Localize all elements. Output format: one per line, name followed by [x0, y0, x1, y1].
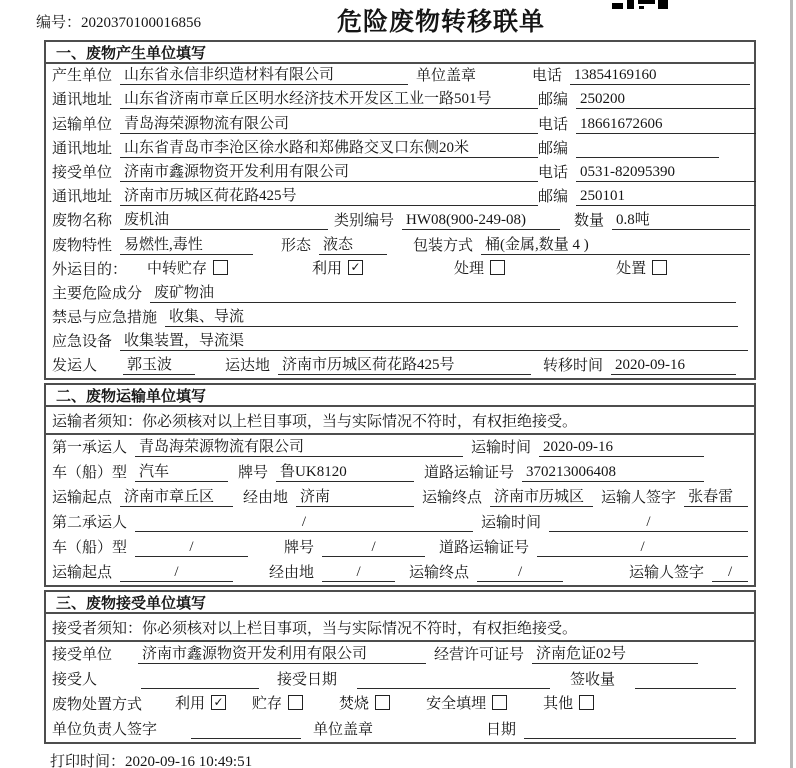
carrier1-label: 第一承运人: [52, 440, 128, 457]
receiver-label: 接受单位: [52, 164, 113, 181]
carrier2-label: 第二承运人: [52, 515, 128, 532]
transporter-zip-value: [576, 157, 719, 158]
plate2-value: /: [322, 539, 425, 557]
row-route2: [46, 560, 754, 585]
waste-property-value: 易燃性,毒性: [120, 233, 253, 255]
end1-value: 济南市历城区: [490, 485, 593, 507]
page-header: [0, 0, 796, 40]
receiver-address-label: 通讯地址: [52, 189, 113, 206]
transfer-time-value: 2020-09-16: [611, 357, 736, 375]
row-waste-property: [46, 233, 754, 257]
packing-label: 包装方式: [413, 237, 474, 254]
form-value: 液态: [319, 233, 387, 255]
sign2-label: 运输人签字: [629, 565, 705, 582]
row-receive-unit: [46, 642, 754, 667]
category-label: 类别编号: [334, 213, 395, 230]
via1-label: 经由地: [243, 490, 289, 507]
transfer-time-label: 转移时间: [543, 358, 604, 375]
disposal-option-incinerate: [339, 692, 390, 713]
equipment-value: 收集装置，导流渠: [120, 329, 748, 351]
section-transport: [44, 383, 756, 587]
receiver-value: 济南市鑫源物资开发利用有限公司: [120, 160, 538, 182]
hazard-value: 废矿物油: [150, 281, 736, 303]
receiver-zip-label: 邮编: [538, 189, 569, 206]
producer-address-label: 通讯地址: [52, 92, 113, 109]
row-route1: [46, 485, 754, 510]
producer-zip-value: 250200: [576, 91, 756, 109]
section-receive-title: 三、废物接受单位填写: [46, 592, 754, 614]
producer-label: 产生单位: [52, 68, 113, 85]
vehicle1-label: 车（船）型: [52, 465, 128, 482]
row-emergency-equipment: [46, 330, 754, 354]
row-purpose: [46, 258, 754, 282]
license-value: 济南危证02号: [532, 642, 698, 664]
transporter-zip-group: [538, 137, 756, 158]
section-producer: [44, 40, 756, 380]
transporter-address-label: 通讯地址: [52, 140, 113, 157]
row-taboo: [46, 306, 754, 330]
row-responsible-sign: [46, 717, 754, 742]
row-acceptor: [46, 667, 754, 692]
road-license1-label: 道路运输证号: [424, 465, 515, 482]
row-transporter: [46, 112, 754, 136]
checkbox-dispose: [652, 260, 667, 275]
checkbox-transfer-storage: [213, 260, 228, 275]
vehicle2-value: /: [135, 539, 248, 557]
transporter-value: 青岛海荣源物流有限公司: [120, 112, 538, 134]
producer-zip-label: 邮编: [538, 92, 569, 109]
via1-value: 济南: [296, 485, 414, 507]
checkbox-utilize-label: 利用: [312, 260, 343, 277]
checkbox-treat-label: 处理: [454, 260, 485, 277]
received-qty-value: [635, 688, 736, 689]
acceptor-label: 接受人: [52, 672, 98, 689]
via2-value: /: [322, 564, 395, 582]
dest-label: 运达地: [225, 358, 271, 375]
disposal-label: 废物处置方式: [52, 696, 143, 713]
receiver-zip-group: [538, 185, 756, 206]
disposal-option-utilize: [175, 692, 226, 713]
receive-unit-value: 济南市鑫源物资开发利用有限公司: [138, 642, 426, 664]
row-vehicle1: [46, 460, 754, 485]
row-vehicle2: [46, 535, 754, 560]
doc-number: [36, 11, 201, 32]
sender-label: 发运人: [52, 358, 98, 375]
plate1-value: 鲁UK8120: [276, 460, 414, 482]
checkbox-incinerate: [375, 695, 390, 710]
producer-address-value: 山东省济南市章丘区明水经济技术开发区工业一路501号: [120, 87, 538, 109]
row-producer-address: [46, 88, 754, 112]
date-label: 日期: [486, 721, 517, 738]
checkbox-treat: [490, 260, 505, 275]
producer-value: 山东省永信非织造材料有限公司: [120, 63, 408, 85]
end2-value: /: [477, 564, 563, 582]
print-time-value: 2020-09-16 10:49:51: [125, 753, 253, 768]
doc-number-label: 编号：: [36, 15, 82, 31]
checkbox-store-label: 贮存: [252, 695, 283, 712]
sign1-value: 张春雷: [684, 485, 748, 507]
checkbox-dispose-label: 处置: [616, 260, 647, 277]
taboo-value: 收集、导流: [165, 305, 738, 327]
sign2-value: /: [712, 564, 748, 582]
end2-label: 运输终点: [409, 565, 470, 582]
time2-label: 运输时间: [481, 515, 542, 532]
checkbox-incinerate-label: 焚烧: [339, 695, 370, 712]
receiver-address-value: 济南市历城区荷花路425号: [120, 184, 538, 206]
carrier2-value: /: [135, 514, 473, 532]
row-receiver-address: [46, 185, 754, 209]
date-value: [524, 738, 736, 739]
row-waste-name: [46, 209, 754, 233]
producer-seal-label: 单位盖章: [416, 68, 477, 85]
received-qty-label: 签收量: [570, 672, 616, 689]
carrier1-value: 青岛海荣源物流有限公司: [135, 435, 463, 457]
responsible-sign-label: 单位负责人签字: [52, 721, 158, 738]
checkbox-store: [288, 695, 303, 710]
purpose-option-transfer-storage: [147, 257, 228, 278]
quantity-value: 0.8吨: [612, 208, 750, 230]
row-disposal: [46, 692, 754, 717]
time1-value: 2020-09-16: [539, 439, 704, 457]
accept-date-label: 接受日期: [277, 672, 338, 689]
transporter-address-value: 山东省青岛市李沧区徐水路和郑佛路交叉口东侧20米: [120, 136, 538, 158]
origin1-label: 运输起点: [52, 490, 113, 507]
vehicle1-value: 汽车: [135, 460, 228, 482]
producer-zip-group: [538, 88, 756, 109]
print-time: [50, 750, 796, 768]
disposal-option-other: [543, 692, 594, 713]
row-transporter-address: [46, 137, 754, 161]
time1-label: 运输时间: [471, 440, 532, 457]
doc-number-value: 2020370100016856: [81, 15, 202, 31]
checkbox-other: [579, 695, 594, 710]
page-title: 危险废物转移联单: [337, 9, 546, 36]
transport-notice: 运输者须知：你必须核对以上栏目事项，当与实际情况不符时，有权拒绝接受。: [46, 407, 754, 435]
checkbox-landfill-label: 安全填埋: [426, 695, 487, 712]
purpose-option-utilize: [312, 257, 363, 278]
section-producer-title: 一、废物产生单位填写: [46, 42, 754, 64]
print-time-label: 打印时间：: [50, 753, 126, 768]
origin1-value: 济南市章丘区: [120, 485, 233, 507]
waste-property-label: 废物特性: [52, 237, 113, 254]
section-receive: [44, 590, 756, 743]
transporter-zip-label: 邮编: [538, 140, 569, 157]
via2-label: 经由地: [269, 565, 315, 582]
purpose-option-dispose: [616, 257, 667, 278]
row-receiver: [46, 161, 754, 185]
section-transport-title: 二、废物运输单位填写: [46, 385, 754, 407]
equipment-label: 应急设备: [52, 334, 113, 351]
receive-unit-label: 接受单位: [52, 647, 113, 664]
producer-phone-value: 13854169160: [570, 67, 750, 85]
checkbox-landfill: [492, 695, 507, 710]
road-license1-value: 370213006408: [522, 464, 704, 482]
checkbox-utilize: ✓: [211, 695, 226, 710]
category-value: HW08(900-249-08): [402, 212, 560, 230]
plate2-label: 牌号: [284, 540, 315, 557]
checkbox-transfer-storage-label: 中转贮存: [147, 260, 208, 277]
row-sender: [46, 354, 754, 378]
checkbox-other-label: 其他: [543, 695, 574, 712]
road-license2-value: /: [537, 539, 748, 557]
checkbox-utilize-label: 利用: [175, 695, 206, 712]
form-label: 形态: [281, 237, 312, 254]
responsible-sign-value: [191, 738, 301, 739]
transporter-phone-label: 电话: [538, 116, 569, 133]
waste-name-value: 废机油: [120, 208, 328, 230]
taboo-label: 禁忌与应急措施: [52, 310, 158, 327]
page-edge-line: [790, 0, 793, 768]
purpose-option-treat: [454, 257, 505, 278]
quantity-label: 数量: [574, 213, 605, 230]
accept-date-value: [357, 688, 550, 689]
checkbox-utilize: ✓: [348, 260, 363, 275]
transporter-phone-value: 18661672606: [576, 116, 756, 134]
receiver-phone-label: 电话: [538, 164, 569, 181]
transporter-label: 运输单位: [52, 116, 113, 133]
receiver-zip-value: 250101: [576, 188, 756, 206]
road-license2-label: 道路运输证号: [439, 540, 530, 557]
producer-phone-group: [532, 64, 750, 85]
receive-notice: 接受者须知：你必须核对以上栏目事项，当与实际情况不符时，有权拒绝接受。: [46, 614, 754, 642]
row-carrier2: [46, 510, 754, 535]
disposal-option-store: [252, 692, 303, 713]
dest-value: 济南市历城区荷花路425号: [278, 353, 531, 375]
vehicle2-label: 车（船）型: [52, 540, 128, 557]
plate1-label: 牌号: [238, 465, 269, 482]
row-producer: [46, 64, 754, 88]
row-hazard: [46, 282, 754, 306]
disposal-option-landfill: [426, 692, 507, 713]
receive-seal-label: 单位盖章: [313, 721, 374, 738]
sign1-label: 运输人签字: [601, 490, 677, 507]
origin2-label: 运输起点: [52, 565, 113, 582]
purpose-label: 外运目的：: [52, 261, 128, 278]
producer-phone-label: 电话: [532, 68, 563, 85]
hazard-label: 主要危险成分: [52, 285, 143, 302]
sender-value: 郭玉波: [123, 353, 195, 375]
license-label: 经营许可证号: [434, 647, 525, 664]
receiver-phone-value: 0531-82095390: [576, 164, 756, 182]
acceptor-value: [141, 688, 259, 689]
row-carrier1: [46, 435, 754, 460]
time2-value: /: [549, 514, 748, 532]
end1-label: 运输终点: [422, 490, 483, 507]
packing-value: 桶(金属,数量 4 ): [481, 233, 750, 255]
qr-code-fragment: [612, 0, 668, 9]
origin2-value: /: [120, 564, 233, 582]
receiver-phone-group: [538, 161, 756, 182]
waste-name-label: 废物名称: [52, 213, 113, 230]
transporter-phone-group: [538, 113, 756, 134]
